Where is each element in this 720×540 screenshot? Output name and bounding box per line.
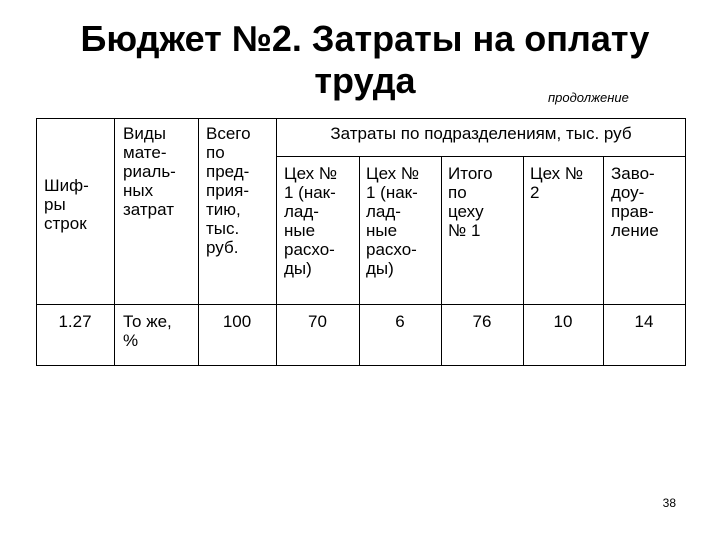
row-plant-management: 14 (634, 312, 654, 331)
col-divider (441, 156, 442, 366)
row-code: 1.27 (58, 312, 92, 331)
header-material-types: Виды мате- риаль- ных затрат (123, 124, 176, 219)
row-type: То же, % (123, 312, 172, 350)
row-shop2: 10 (553, 312, 573, 331)
header-shop1-overhead-2: Цех № 1 (нак- лад- ные расхо- ды) (366, 164, 420, 278)
page-number: 38 (662, 496, 676, 510)
header-body-divider (36, 304, 686, 305)
table-border-bottom (36, 365, 686, 366)
slide-title: Бюджет №2. Затраты на оплату труда (80, 18, 650, 101)
col-divider (603, 156, 604, 366)
continuation-note: продолжение (548, 90, 629, 105)
row-shop1-overhead-2: 6 (395, 312, 405, 331)
header-plant-management: Заво- доу- прав- ление (611, 164, 659, 240)
row-shop1-overhead: 70 (308, 312, 327, 331)
header-shop1-total: Итого по цеху № 1 (448, 164, 493, 240)
group-header-divider (276, 156, 686, 157)
table-border-top (36, 118, 686, 119)
col-divider (359, 156, 360, 366)
header-department-costs: Затраты по подразделениям, тыс. руб (330, 124, 632, 143)
header-codes: Шиф- ры строк (44, 176, 89, 233)
header-enterprise-total: Всего по пред- прия- тию, тыс. руб. (206, 124, 251, 257)
row-shop1-total: 76 (472, 312, 492, 331)
header-shop2: Цех № 2 (530, 164, 584, 202)
row-total: 100 (222, 312, 252, 331)
col-divider (114, 118, 115, 366)
col-divider (523, 156, 524, 366)
budget-table (36, 118, 686, 366)
header-shop1-overhead: Цех № 1 (нак- лад- ные расхо- ды) (284, 164, 338, 278)
